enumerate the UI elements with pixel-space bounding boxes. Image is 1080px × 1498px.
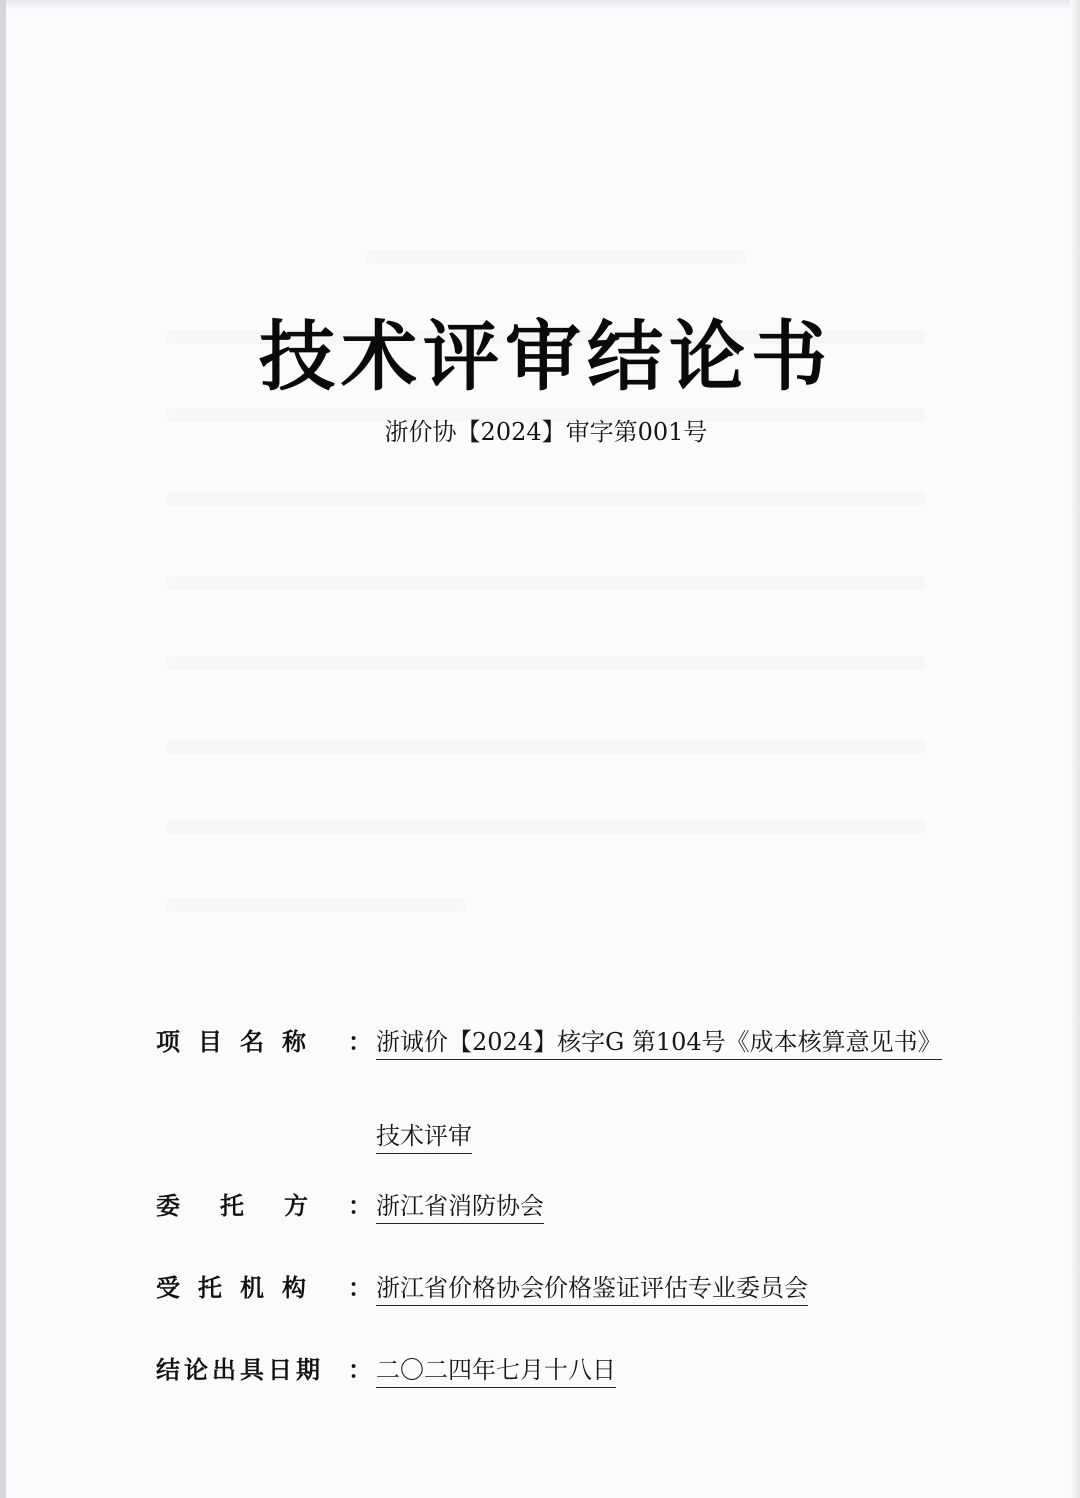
info-row-client [156, 1182, 976, 1264]
info-row-agency [156, 1264, 976, 1346]
client-label: 委托方 [156, 1192, 348, 1220]
document-number: 浙价协【2024】审字第001号 [384, 418, 708, 446]
project-name-value-line1: 浙诚价【2024】核字G 第104号《成本核算意见书》 [376, 1022, 942, 1060]
issue-date-label: 结论出具日期 [156, 1356, 324, 1384]
scan-edge-right [1070, 0, 1080, 1498]
document-title: 技术评审结论书 [259, 312, 833, 401]
project-name-value [376, 1022, 956, 1154]
bleed-through-line [166, 898, 466, 912]
agency-value-text: 浙江省价格协会价格鉴证评估专业委员会 [376, 1268, 808, 1306]
scan-edge-top [6, 0, 1080, 10]
bleed-through-line [166, 576, 926, 590]
bleed-through-line [166, 740, 926, 754]
agency-colon: ： [348, 1274, 372, 1302]
project-name-label: 项目名称 [156, 1028, 324, 1056]
client-value-text: 浙江省消防协会 [376, 1186, 544, 1224]
bleed-through-line [166, 492, 926, 506]
project-name-value-line2: 技术评审 [376, 1116, 472, 1154]
issue-date-value-text: 二〇二四年七月十八日 [376, 1350, 616, 1388]
bleed-through-line [166, 820, 926, 834]
agency-label: 受托机构 [156, 1274, 324, 1302]
issue-date-colon: ： [348, 1356, 372, 1384]
bleed-through-line [166, 656, 926, 670]
info-row-project-name [156, 1018, 976, 1182]
info-row-issue-date [156, 1346, 976, 1428]
bleed-through-line [366, 250, 746, 264]
agency-value [376, 1268, 956, 1306]
issue-date-value [376, 1350, 956, 1388]
client-value [376, 1186, 956, 1224]
project-name-colon: ： [348, 1028, 372, 1056]
info-block [156, 1018, 976, 1428]
client-colon: ： [348, 1192, 372, 1220]
